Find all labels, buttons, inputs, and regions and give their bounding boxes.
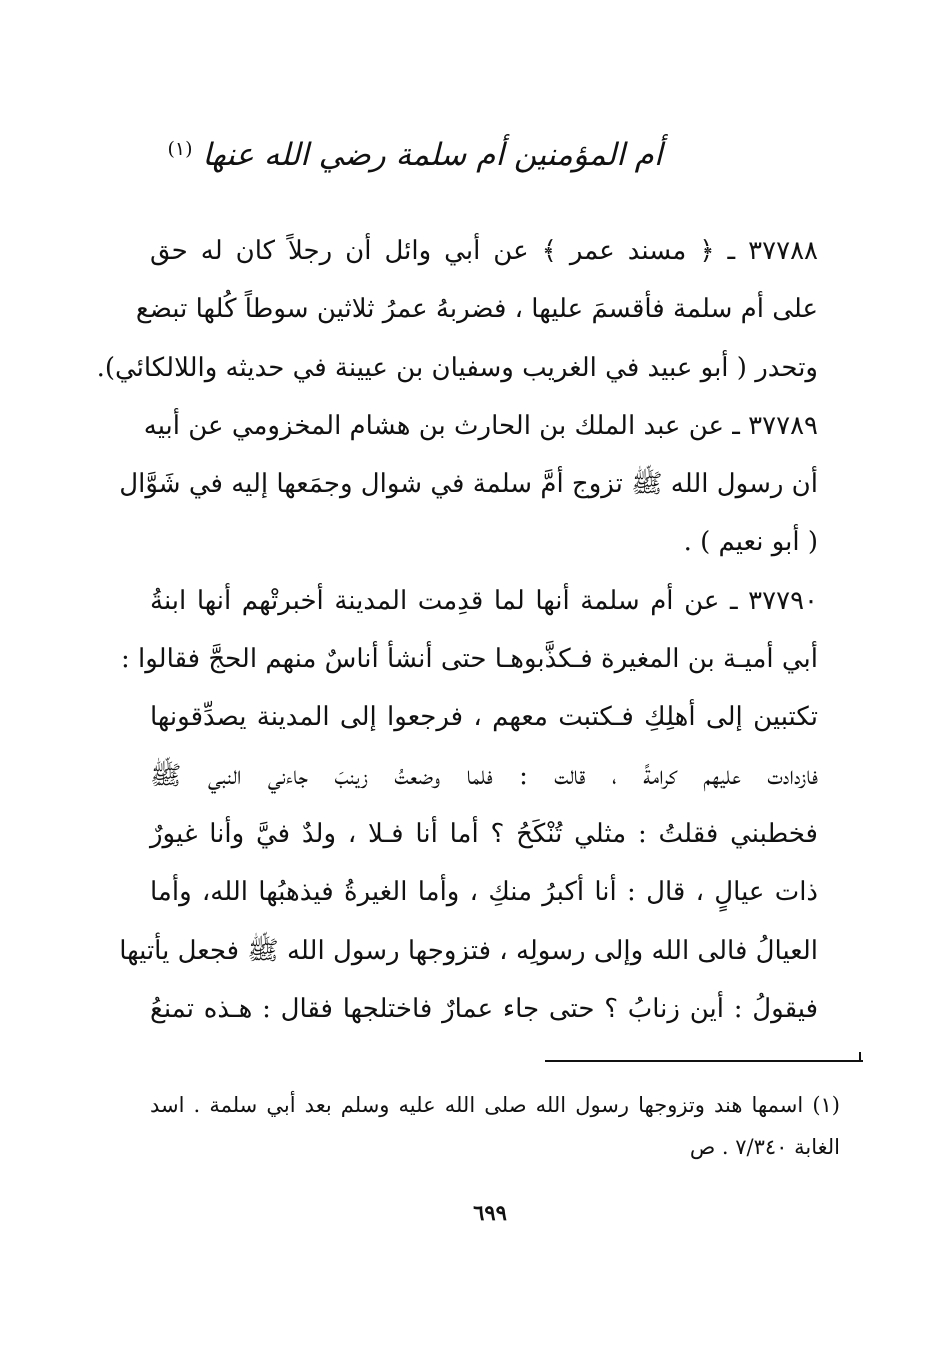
footnote-line: (١) اسمها هند وتزوجها رسول الله صلى الله عليه وسلم بعد أبي سلمة . اسد [150,1093,840,1117]
text-line: ذات عيالٍ ، قال : أنا أكبرُ منكِ ، وأما الغيرةُ فيذهبُها الله، وأما [150,877,818,908]
text-line: فخطبني فقلتُ : مثلي تُنْكَحُ ؟ أما أنا فـلا ، ولدٌ فيَّ وأنا غيورٌ [150,818,818,849]
text-line: فيقولُ : أين زنابُ ؟ حتى جاء عمارٌ فاختلجها فقال : هـذه تمنعُ [150,993,818,1024]
text-line: ٣٧٧٩٠ ـ عن أم سلمة أنها لما قدِمت المدينة أخبرتْهم أنها ابنةُ [150,585,818,616]
footnote-divider [545,1060,863,1062]
text-line: وتحدر ( أبو عبيد في الغريب وسفيان بن عيينة في حديثه واللالكائي). [96,352,818,383]
main-text [96,222,818,1038]
text-line: فازدادت عليهم كرامةً ، قالت : فلما وضعتُ زينبَ جاءني النبي ﷺ [150,760,818,791]
text-line: ٣٧٧٨٩ ـ عن عبد الملك بن الحارث بن هشام المخزومي عن أبيه [143,410,818,441]
page-number: ٦٩٩ [473,1200,507,1225]
text-line: أبي أميـة بن المغيرة فـكذَّبوهـا حتى أنشأ أناسٌ منهم الحجَّ فقالوا : [120,644,818,675]
text-line: ٣٧٧٨٨ ـ ﴿ مسند عمر ﴾ عن أبي وائل أن رجلاً كان له حق [150,236,818,266]
footnote-line: الغابة ٧/٣٤٠ . ص [689,1135,840,1159]
text-line: تكتبين إلى أهلِكِ فـكتبت معهم ، فرجعوا إلى المدينة يصدِّقونها [150,702,818,733]
text-line: العيالُ فالى الله وإلى رسولِه ، فتزوجها رسول الله ﷺ فجعل يأتيها [119,935,818,966]
page-title [120,130,710,180]
footnote [150,1084,840,1168]
page-title-text: أم المؤمنين أم سلمة رضي الله عنها [202,137,663,173]
text-line: على أم سلمة فأقسمَ عليها ، فضربهُ عمرُ ثلاثين سوطاً كُلها تبضع [135,294,818,325]
footnote-marker: (١) [167,138,193,160]
text-line: أن رسول الله ﷺ تزوج أمَّ سلمة في شوال وجمَعها إليه في شَوَّال [119,469,818,500]
text-line: ( أبو نعيم ) . [683,527,818,558]
